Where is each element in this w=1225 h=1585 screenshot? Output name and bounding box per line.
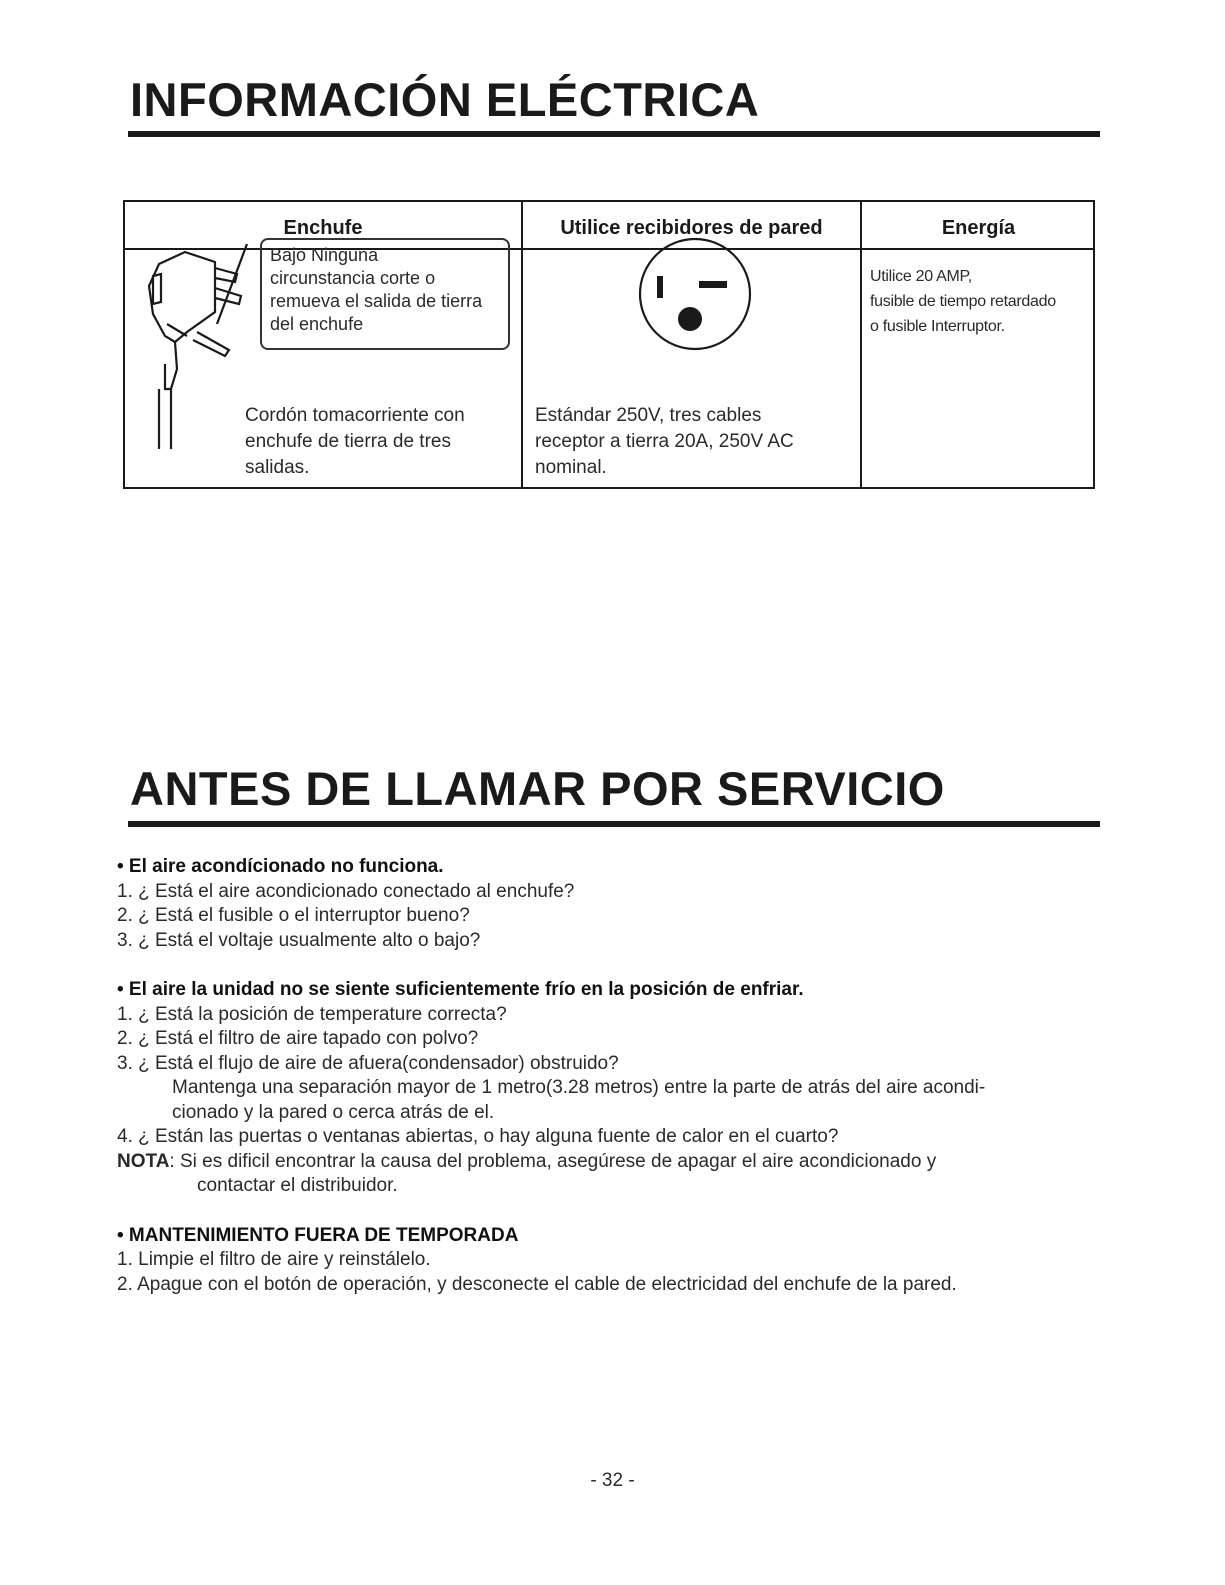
section-heading: • El aire acondícionado no funciona.	[117, 856, 444, 877]
callout-line: del enchufe	[270, 314, 364, 334]
list-item: 1. ¿ Está el aire acondicionado conectado al enchufe?	[117, 880, 575, 902]
list-item: 1. Limpie el filtro de aire y reinstálelo.	[117, 1249, 431, 1270]
title-rule	[128, 131, 1100, 137]
callout-line: circunstancia corte o	[270, 268, 436, 288]
outlet-column	[523, 202, 862, 487]
section-heading: • MANTENIMIENTO FUERA DE TEMPORADA	[117, 1224, 519, 1246]
caption-line: enchufe de tierra de tres	[245, 431, 451, 452]
list-item: 3. ¿ Está el flujo de aire de afuera(condensador) obstruido?	[117, 1052, 619, 1074]
energy-line: o fusible Interruptor.	[870, 318, 1005, 335]
energy-line: Utilice 20 AMP,	[870, 268, 972, 285]
nota-text-2: contactar el distribuidor.	[197, 1175, 398, 1196]
plug-column	[125, 202, 523, 487]
section-heading: • El aire la unidad no se siente suficientemente frío en la posición de enfriar.	[117, 979, 804, 1000]
list-item-note: cionado y la pared o cerca atrás de el.	[172, 1101, 495, 1123]
electrical-table	[123, 200, 1095, 489]
plug-caption	[245, 403, 515, 481]
nota-label: NOTA	[117, 1150, 170, 1172]
list-item: 4. ¿ Están las puertas o ventanas abiertas, o hay alguna fuente de calor en el cuarto?	[117, 1126, 839, 1147]
caption-line: Cordón tomacorriente con	[245, 405, 465, 426]
caption-line: Estándar 250V, tres cables	[535, 405, 762, 426]
service-rule	[128, 821, 1100, 827]
nota	[117, 1150, 1107, 1175]
electrical-title: INFORMACIÓN ELÉCTRICA	[130, 73, 760, 126]
nota-text: : Si es dificil encontrar la causa del problema, asegúrese de apagar el aire acondicionado y	[169, 1150, 937, 1172]
header-energy: Energía	[862, 202, 1095, 250]
list-item: 2. Apague con el botón de operación, y desconecte el cable de electricidad del enchufe de la pared.	[117, 1273, 957, 1295]
page-number: - 32 -	[590, 1470, 635, 1491]
wall-outlet-icon	[635, 234, 755, 354]
header-plug: Enchufe	[125, 202, 521, 250]
caption-line: salidas.	[245, 457, 310, 478]
warning-callout	[260, 238, 510, 350]
list-item: 2. ¿ Está el filtro de aire tapado con polvo?	[117, 1028, 479, 1049]
callout-line: Bajo Ninguna	[270, 245, 379, 265]
list-item: 2. ¿ Está el fusible o el interruptor bueno?	[117, 905, 470, 926]
list-item: 3. ¿ Está el voltaje usualmente alto o bajo?	[117, 929, 481, 951]
energy-text	[870, 264, 1095, 339]
plug-icon	[137, 224, 257, 464]
service-title: ANTES DE LLAMAR POR SERVICIO	[130, 762, 945, 815]
header-outlet: Utilice recibidores de pared	[523, 202, 860, 250]
caption-line: nominal.	[535, 457, 607, 478]
energy-line: fusible de tiempo retardado	[870, 293, 1056, 310]
callout-line: remueva el salida de tierra	[270, 291, 483, 311]
list-item-note: Mantenga una separación mayor de 1 metro(3.28 metros) entre la parte de atrás del aire acondi-	[172, 1077, 986, 1098]
energy-column	[862, 202, 1095, 487]
service-content	[117, 855, 1107, 1297]
caption-line: receptor a tierra 20A, 250V AC	[535, 431, 794, 452]
list-item: 1. ¿ Está la posición de temperature correcta?	[117, 1003, 507, 1025]
outlet-caption	[535, 403, 855, 481]
